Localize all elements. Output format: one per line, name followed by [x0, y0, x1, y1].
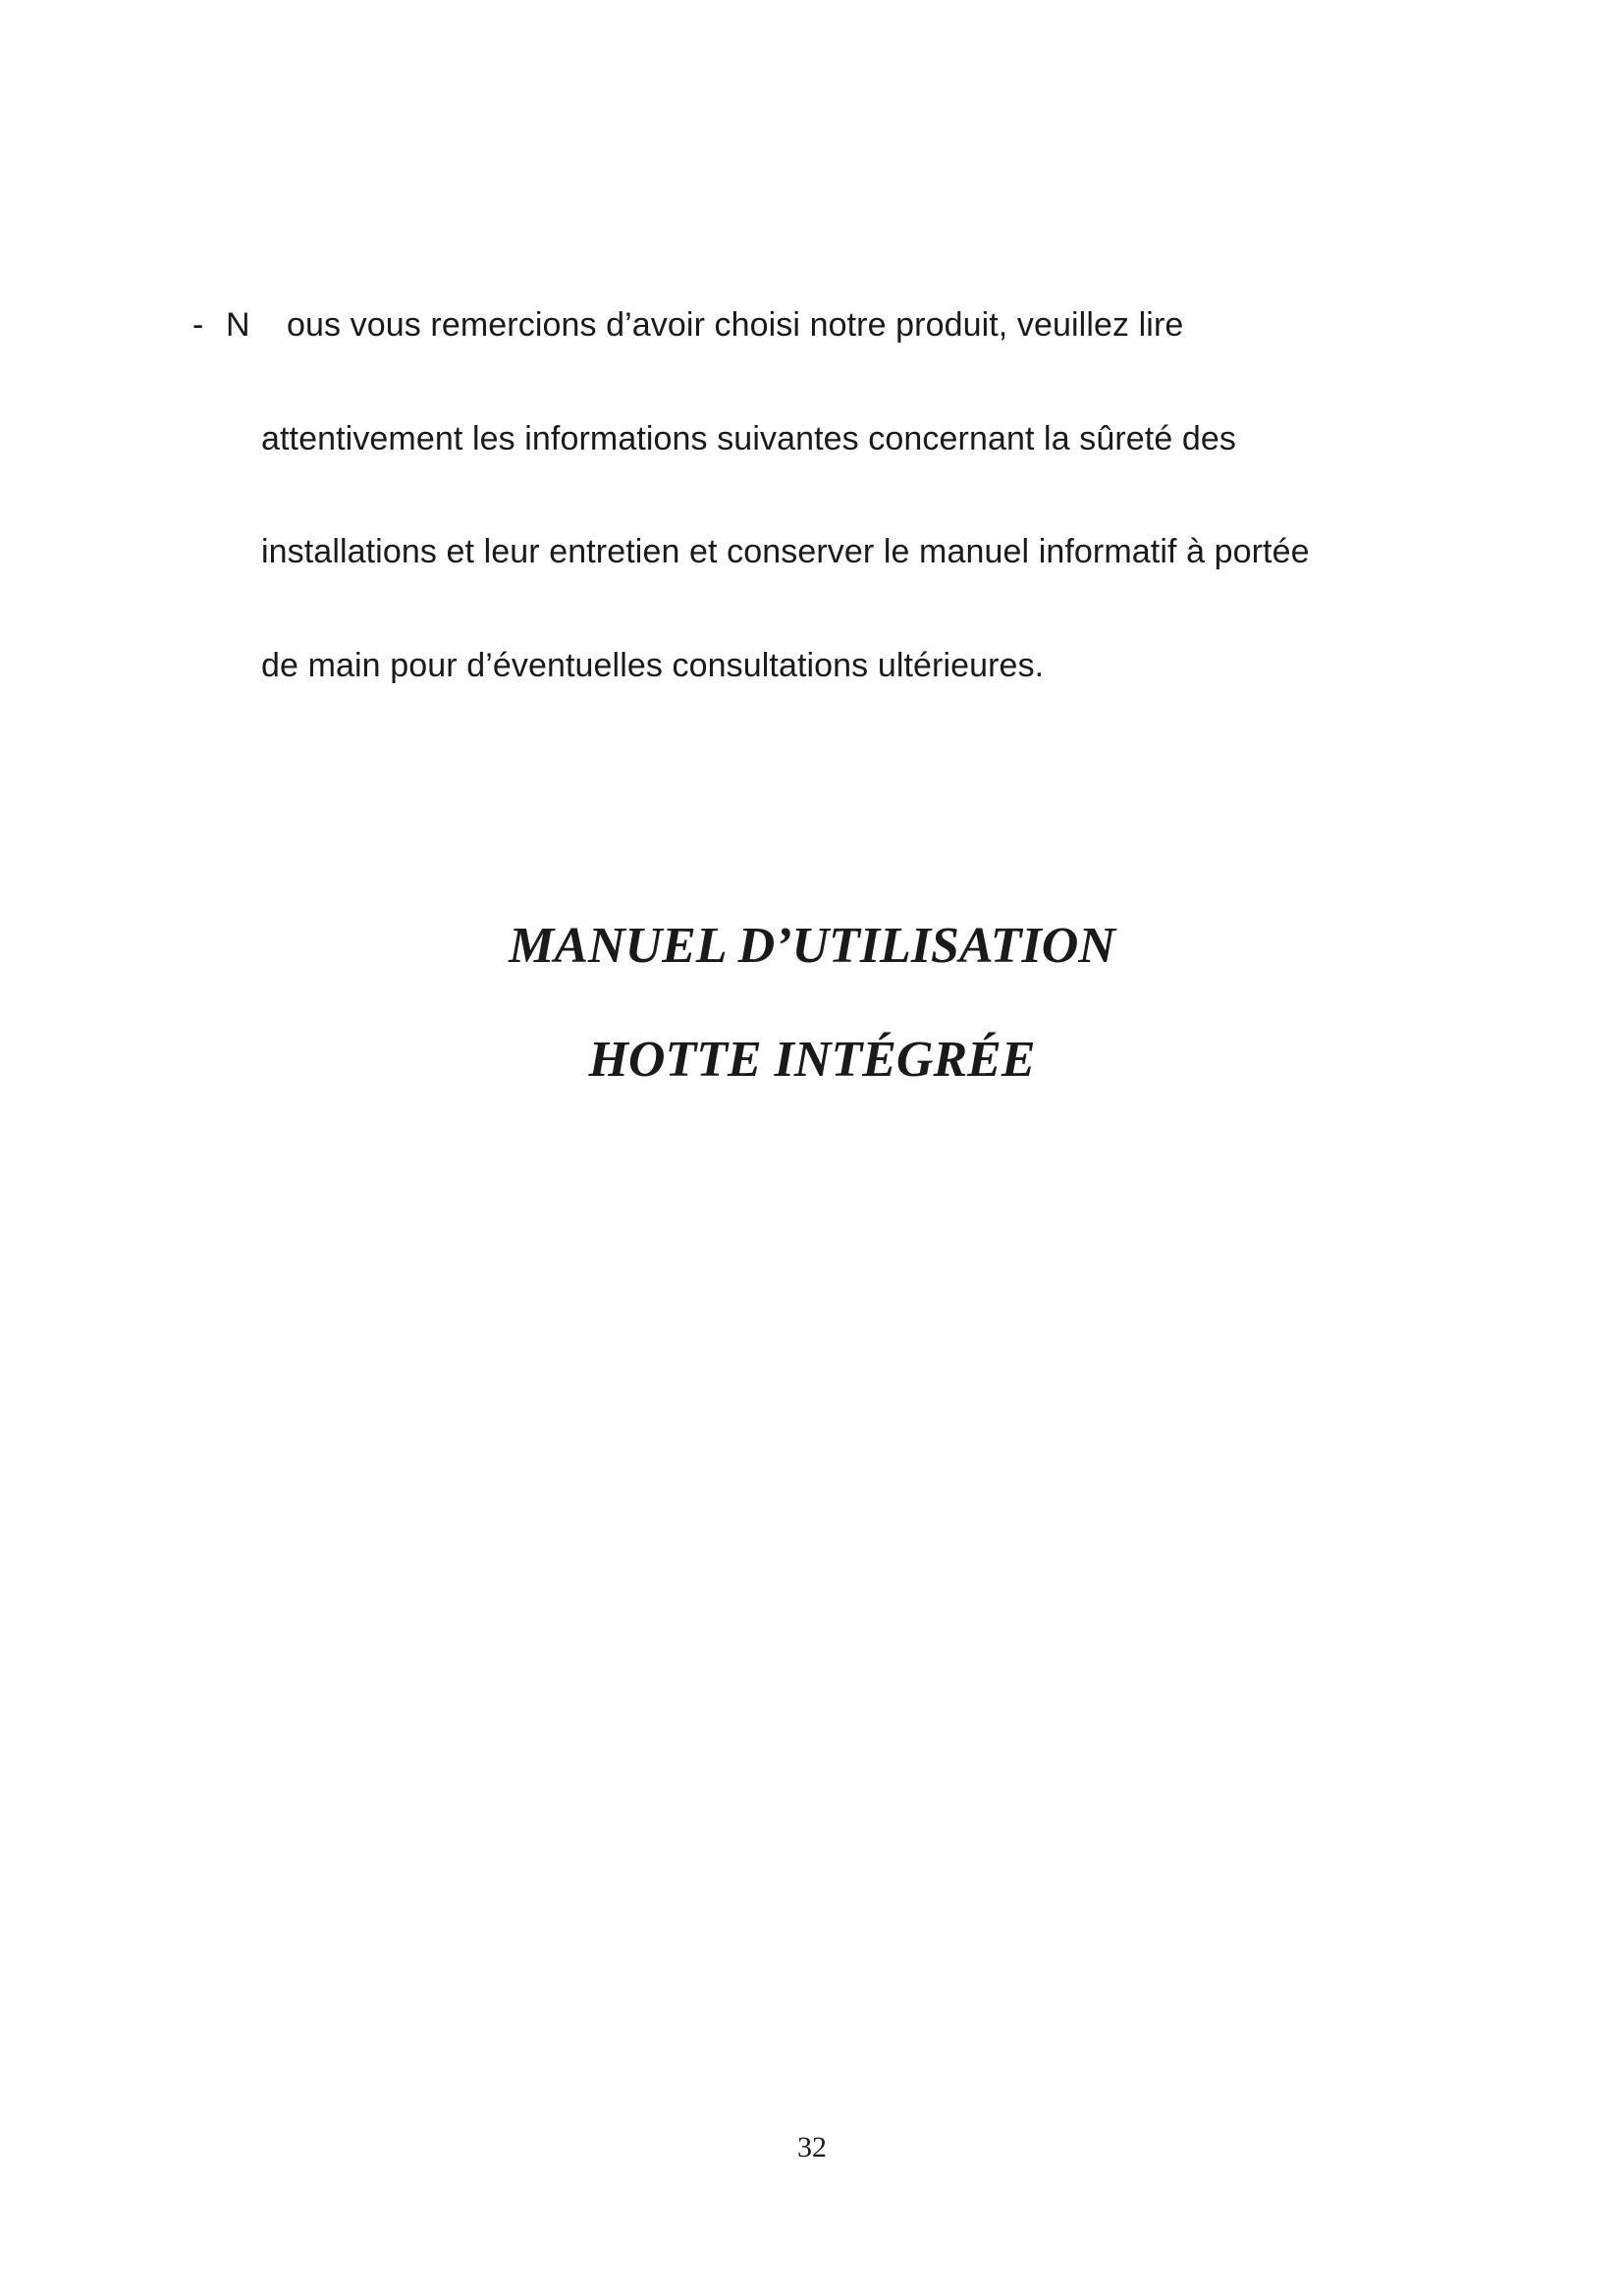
intro-line-1: ous vous remercions d’avoir choisi notre produit, veuillez lire [287, 306, 1184, 344]
manual-title: MANUEL D’UTILISATION [509, 918, 1115, 974]
intro-line-2: attentivement les informations suivantes concernant la sûreté des [261, 420, 1237, 457]
intro-first-letter: N [226, 306, 250, 344]
list-dash: - [192, 306, 204, 344]
intro-line-3: installations et leur entretien et conserver le manuel informatif à portée [261, 533, 1310, 570]
page-number: 32 [797, 2131, 827, 2163]
intro-line-4: de main pour d’éventuelles consultations ultérieures. [261, 647, 1045, 684]
product-title: HOTTE INTÉGRÉE [588, 1032, 1036, 1088]
